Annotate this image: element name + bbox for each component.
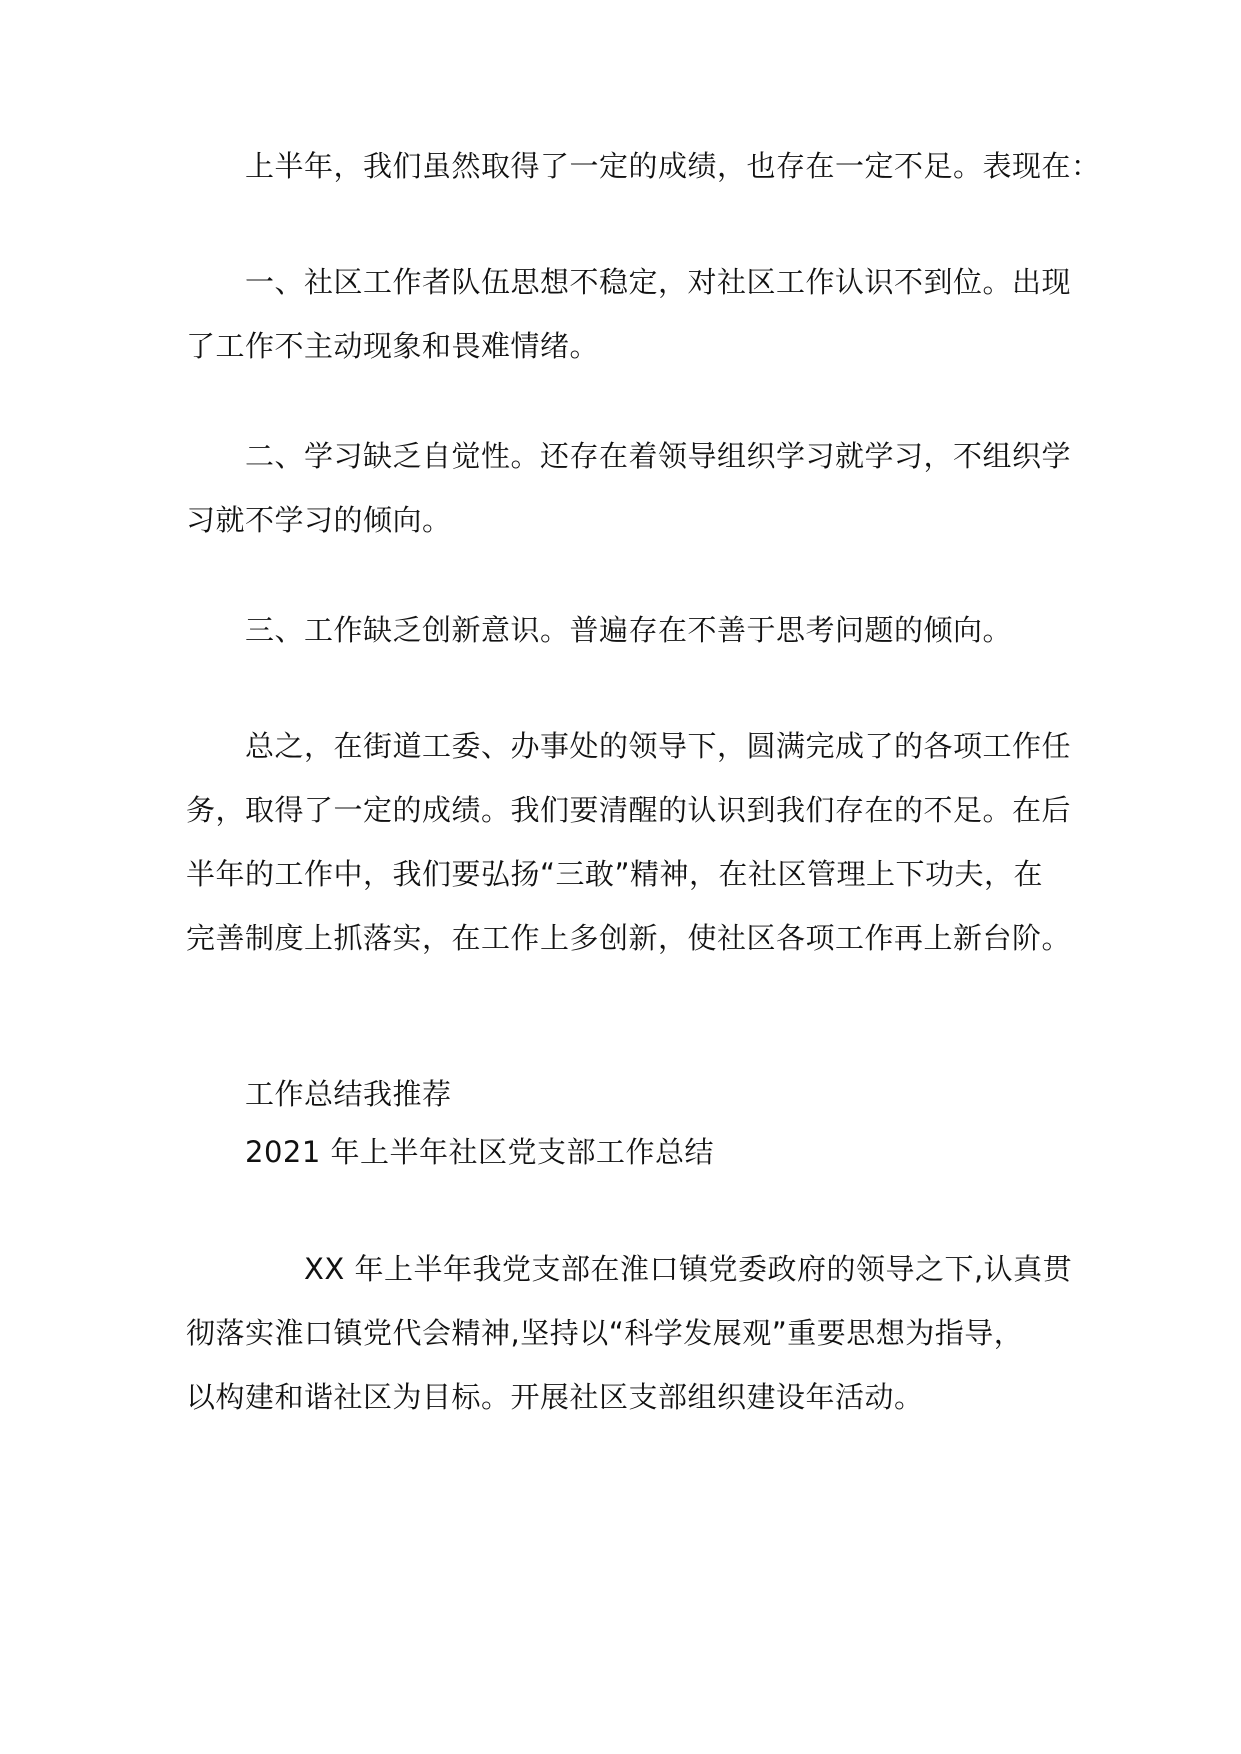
text-line: 上半年，我们虽然取得了一定的成绩，也存在一定不足。表现在：: [245, 149, 1101, 183]
text-line: 2021 年上半年社区党支部工作总结: [245, 1135, 715, 1169]
paragraph-point-3: [186, 598, 1056, 662]
text-line: 三、工作缺乏创新意识。普遍存在不善于思考问题的倾向。: [245, 613, 1013, 647]
text-line: 彻落实淮口镇党代会精神,坚持以“科学发展观”重要思想为指导，: [186, 1316, 1024, 1350]
paragraph-point-1: [186, 250, 1072, 378]
text-line: 总之，在街道工委、办事处的领导下，圆满完成了的各项工作任: [245, 729, 1072, 763]
paragraph-intro: [186, 134, 1101, 198]
text-line: XX 年上半年我党支部在淮口镇党委政府的领导之下,认真贯: [304, 1252, 1073, 1286]
next-article-paragraph: [186, 1237, 1073, 1429]
paragraph-point-2: [186, 424, 1072, 552]
text-line: 了工作不主动现象和畏难情绪。: [186, 329, 600, 363]
text-line: 一、社区工作者队伍思想不稳定，对社区工作认识不到位。出现: [245, 265, 1072, 299]
text-line: 半年的工作中，我们要弘扬“三敢”精神，在社区管理上下功夫，在: [186, 857, 1044, 891]
text-line: 完善制度上抓落实，在工作上多创新，使社区各项工作再上新台阶。: [186, 921, 1072, 955]
recommend-heading: [186, 1062, 1056, 1126]
paragraph-summary: [186, 714, 1072, 970]
text-line: 二、学习缺乏自觉性。还存在着领导组织学习就学习，不组织学: [245, 439, 1072, 473]
text-line: 工作总结我推荐: [245, 1077, 452, 1111]
text-line: 以构建和谐社区为目标。开展社区支部组织建设年活动。: [186, 1380, 924, 1414]
next-article-title: [186, 1120, 1056, 1184]
text-line: 务，取得了一定的成绩。我们要清醒的认识到我们存在的不足。在后: [186, 793, 1072, 827]
text-line: 习就不学习的倾向。: [186, 503, 452, 537]
